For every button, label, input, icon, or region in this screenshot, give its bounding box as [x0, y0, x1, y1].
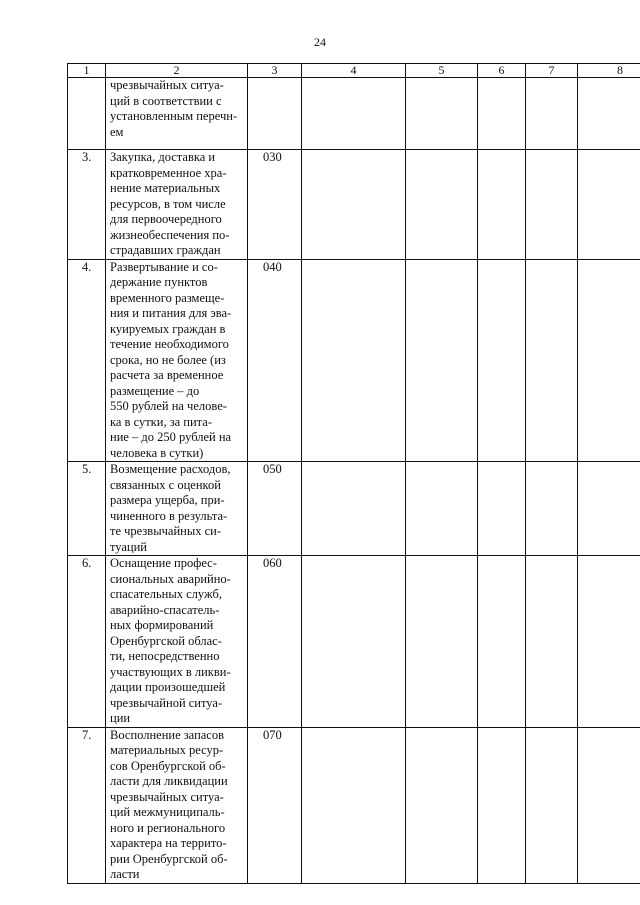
cell-empty [526, 727, 578, 883]
cell-empty [478, 556, 526, 728]
row-number: 7. [68, 727, 106, 883]
cell-empty [526, 150, 578, 260]
cell-empty [302, 462, 406, 556]
column-header-2: 2 [106, 64, 248, 78]
cell-empty [526, 556, 578, 728]
row-number: 5. [68, 462, 106, 556]
cell-empty [526, 259, 578, 462]
cell-empty [406, 727, 478, 883]
row-code: 070 [248, 727, 302, 883]
cell-empty [406, 78, 478, 150]
row-number [68, 78, 106, 150]
row-description: Возмещение расходов, связанных с оценкой размера ущерба, при- чиненного в результа- те чрезвычайных си- туаций [106, 462, 248, 556]
cell-empty [406, 462, 478, 556]
budget-table [67, 63, 640, 884]
cell-empty [302, 150, 406, 260]
cell-empty [478, 462, 526, 556]
cell-empty [406, 556, 478, 728]
table-row [68, 556, 640, 728]
column-header-6: 6 [478, 64, 526, 78]
column-header-5: 5 [406, 64, 478, 78]
cell-empty [578, 259, 640, 462]
cell-empty [578, 556, 640, 728]
column-header-7: 7 [526, 64, 578, 78]
cell-empty [578, 78, 640, 150]
row-code [248, 78, 302, 150]
row-code: 040 [248, 259, 302, 462]
row-number: 3. [68, 150, 106, 260]
page-number: 24 [314, 35, 326, 49]
row-code: 030 [248, 150, 302, 260]
cell-empty [478, 78, 526, 150]
row-description: Развертывание и со- держание пунктов временного размеще- ния и питания для эва- куируемых граждан в течение необходимого срока, но не более (из расчета за временное размещение – до 550 рублей на челове- ка в сутки, за пита- ние – до 250 рублей на человека в сутки) [106, 259, 248, 462]
column-header-1: 1 [68, 64, 106, 78]
table-row [68, 462, 640, 556]
table-row [68, 78, 640, 150]
cell-empty [578, 462, 640, 556]
cell-empty [406, 259, 478, 462]
column-header-4: 4 [302, 64, 406, 78]
cell-empty [478, 727, 526, 883]
cell-empty [478, 150, 526, 260]
cell-empty [526, 462, 578, 556]
cell-empty [406, 150, 478, 260]
cell-empty [302, 259, 406, 462]
row-number: 6. [68, 556, 106, 728]
column-header-8: 8 [578, 64, 640, 78]
cell-empty [302, 727, 406, 883]
table-row [68, 150, 640, 260]
cell-empty [302, 78, 406, 150]
row-description: Закупка, доставка и кратковременное хра- нение материальных ресурсов, в том числе для первоочередного жизнеобеспечения по- страдавших граждан [106, 150, 248, 260]
row-description: чрезвычайных ситуа- ций в соответствии с установленным перечн- ем [106, 78, 248, 150]
header-row [68, 64, 640, 78]
cell-empty [578, 727, 640, 883]
table-row [68, 727, 640, 883]
cell-empty [478, 259, 526, 462]
table-row [68, 259, 640, 462]
cell-empty [302, 556, 406, 728]
row-number: 4. [68, 259, 106, 462]
cell-empty [526, 78, 578, 150]
row-description: Оснащение профес- сиональных аварийно- спасательных служб, аварийно-спасатель- ных формирований Оренбургской облас- ти, непосредственно участвующих в ликви- дации произошедшей чрезвычайной ситуа- ции [106, 556, 248, 728]
cell-empty [578, 150, 640, 260]
column-header-3: 3 [248, 64, 302, 78]
row-code: 060 [248, 556, 302, 728]
row-code: 050 [248, 462, 302, 556]
row-description: Восполнение запасов материальных ресур- сов Оренбургской об- ласти для ликвидации чрезвычайных ситуа- ций межмуниципаль- ного и регионального характера на террито- рии Оренбургской об- ласти [106, 727, 248, 883]
